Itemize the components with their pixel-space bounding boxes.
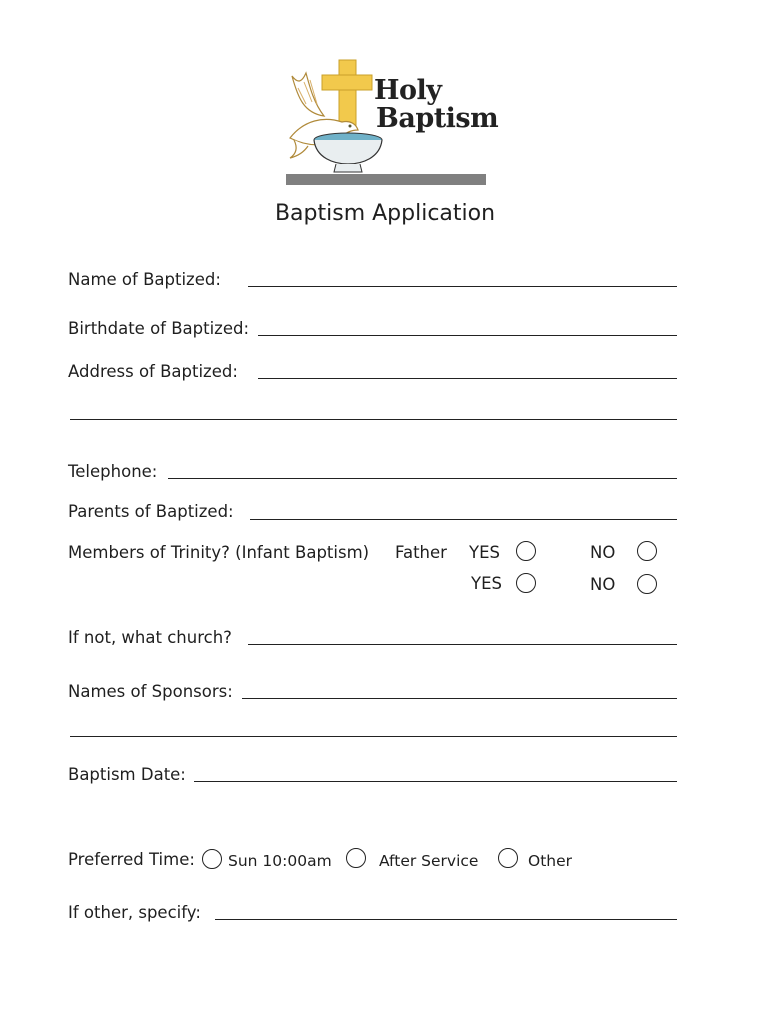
baptism-date-label: Baptism Date:: [68, 765, 186, 784]
preferred-time-label: Preferred Time:: [68, 850, 195, 869]
telephone-label: Telephone:: [68, 462, 158, 481]
church-field[interactable]: [248, 644, 677, 645]
time-option-other-radio[interactable]: [498, 848, 518, 868]
baptism-date-field[interactable]: [194, 781, 677, 782]
telephone-field[interactable]: [168, 478, 677, 479]
father-label: Father: [395, 543, 447, 562]
name-field[interactable]: [248, 286, 677, 287]
time-option-sun-radio[interactable]: [202, 849, 222, 869]
page-title: Baptism Application: [274, 201, 496, 226]
father-yes-radio[interactable]: [516, 541, 536, 561]
name-label: Name of Baptized:: [68, 270, 221, 289]
church-label: If not, what church?: [68, 628, 232, 647]
other-specify-label: If other, specify:: [68, 903, 201, 922]
logo-text-baptism: Baptism: [376, 103, 499, 134]
mother-no-label: NO: [590, 575, 616, 594]
time-option-sun-label: Sun 10:00am: [228, 852, 332, 870]
parents-field[interactable]: [250, 519, 677, 520]
time-option-other-label: Other: [528, 852, 573, 870]
sponsors-field[interactable]: [242, 698, 677, 699]
time-option-after-service-label: After Service: [379, 852, 479, 870]
time-option-after-service-radio[interactable]: [346, 848, 366, 868]
father-no-radio[interactable]: [637, 541, 657, 561]
address-field-line2[interactable]: [70, 419, 677, 420]
mother-yes-label: YES: [471, 574, 502, 593]
birthdate-field[interactable]: [258, 335, 677, 336]
mother-no-radio[interactable]: [637, 574, 657, 594]
father-yes-label: YES: [469, 543, 500, 562]
mother-yes-radio[interactable]: [516, 573, 536, 593]
parents-label: Parents of Baptized:: [68, 502, 234, 521]
other-specify-field[interactable]: [215, 919, 677, 920]
members-label: Members of Trinity? (Infant Baptism): [68, 543, 370, 562]
logo-text-holy: Holy: [374, 75, 442, 106]
address-label: Address of Baptized:: [68, 362, 238, 381]
father-no-label: NO: [590, 543, 616, 562]
birthdate-label: Birthdate of Baptized:: [68, 319, 250, 338]
address-field[interactable]: [258, 378, 677, 379]
sponsors-label: Names of Sponsors:: [68, 682, 233, 701]
sponsors-field-line2[interactable]: [70, 736, 677, 737]
